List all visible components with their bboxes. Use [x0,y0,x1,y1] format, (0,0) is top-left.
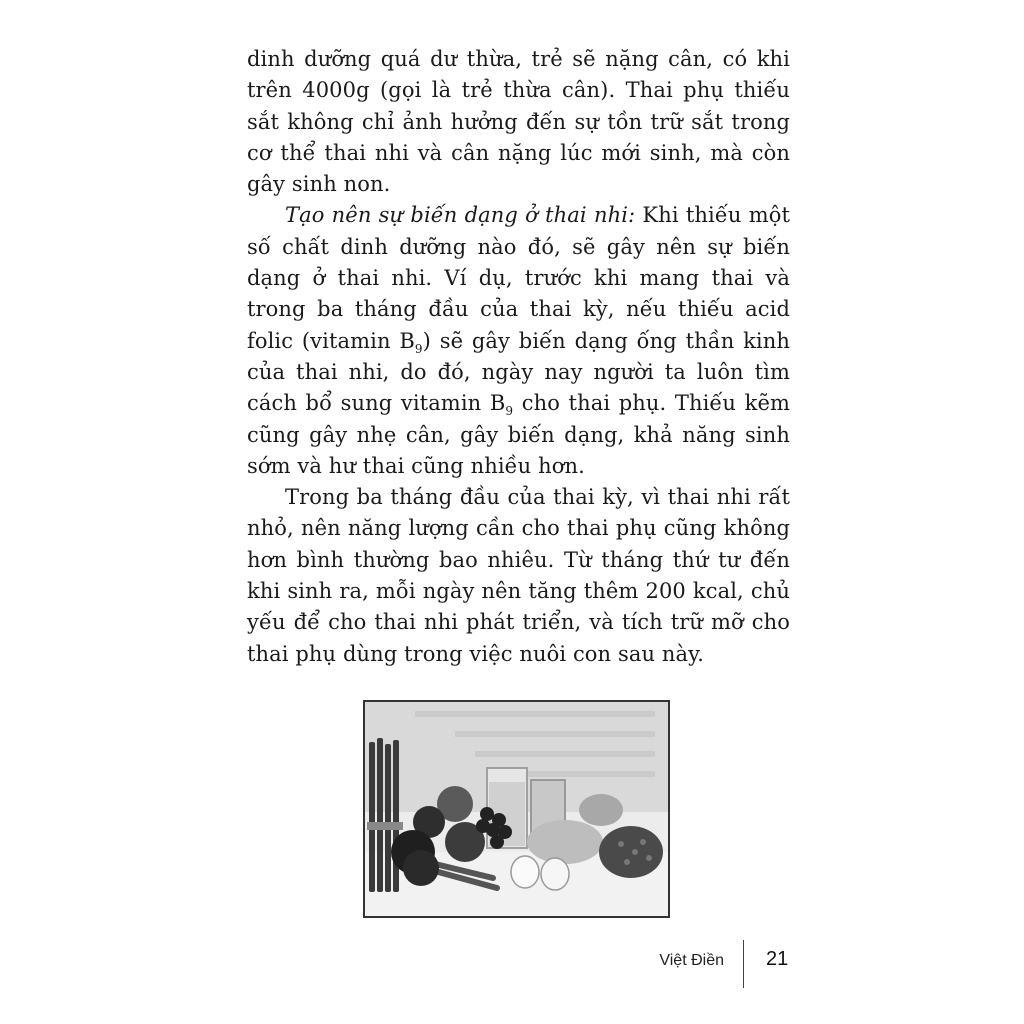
publisher-name: Việt Điền [659,952,724,969]
paragraph-2-text-b: ) sẽ gây biến dạng ống thần kinh của thai nhi, do đó, ngày nay người ta luôn tìm cách bổ sung vitamin B [247,328,790,416]
paragraph-2-text-c: cho thai phụ. Thiếu kẽm cũng gây nhẹ cân, gây biến dạng, khả năng sinh sớm và hư thai cũng nhiều hơn. [247,391,791,478]
footer-divider [743,940,744,988]
page-number: 21 [766,948,789,970]
subscript-9: 9 [414,341,423,356]
paragraph-1: dinh dưỡng quá dư thừa, trẻ sẽ nặng cân, có khi trên 4000g (gọi là trẻ thừa cân). Thai phụ thiếu sắt không chỉ ảnh hưởng đến sự tồn trữ sắt trong cơ thể thai nhi và cân nặng lúc mới sinh, mà còn gây sinh non. [247,47,790,197]
paragraph-2-text-a: Khi thiếu một số chất dinh dưỡng nào đó, sẽ gây nên sự biến dạng ở thai nhi. Ví dụ, trước khi mang thai và trong ba tháng đầu của thai kỳ, nếu thiếu acid folic (vitamin B [247,203,790,353]
food-photo [363,700,670,918]
paragraph-2 [247,200,790,482]
paragraph-2-heading: Tạo nên sự biến dạng ở thai nhi: [285,203,636,228]
subscript-9: 9 [505,404,514,419]
page-footer [600,940,800,990]
paragraph-3: Trong ba tháng đầu của thai kỳ, vì thai nhi rất nhỏ, nên năng lượng cần cho thai phụ cũng không hơn bình thường bao nhiêu. Từ tháng thứ tư đến khi sinh ra, mỗi ngày nên tăng thêm 200 kcal, chủ yếu để cho thai nhi phát triển, và tích trữ mỡ cho thai phụ dùng trong việc nuôi con sau này. [247,485,790,666]
food-illustration [365,702,668,916]
body-text [247,44,790,670]
